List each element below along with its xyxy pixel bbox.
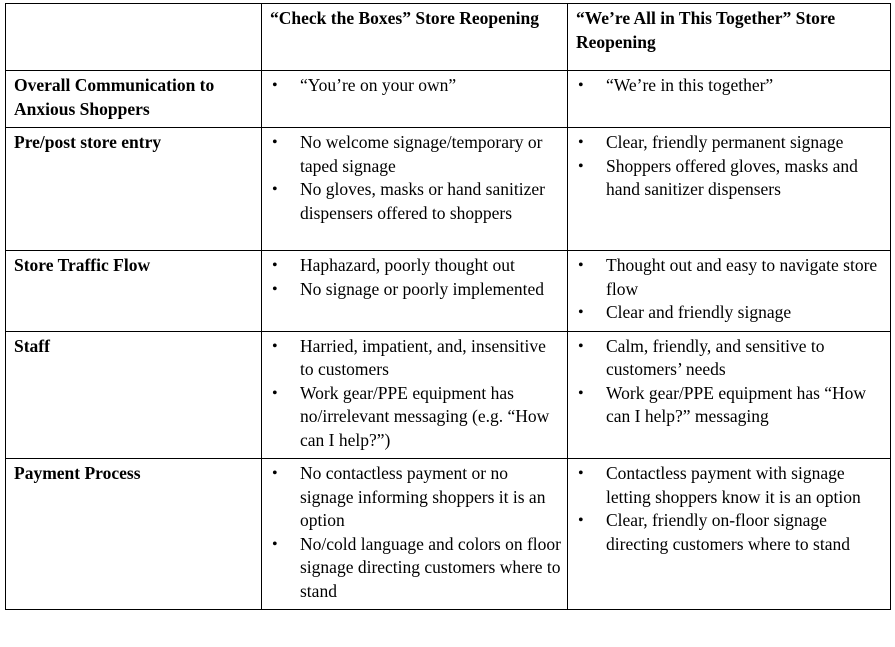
bullet-icon: • [578,512,584,529]
list-item-text: Clear, friendly permanent signage [606,132,844,152]
bullet-list [576,462,884,556]
header-empty-cell [6,4,262,71]
list-item-text: Work gear/PPE equipment has “How can I help?” messaging [606,382,867,426]
bullet-list [576,131,884,202]
list-item [576,509,884,556]
bullet-list [270,74,561,98]
header-row [6,4,891,71]
list-item [270,178,561,225]
together-cell [568,459,891,610]
bullet-icon: • [272,181,278,198]
list-item [576,462,884,509]
list-item-text: Clear, friendly on-floor signage directing customers where to stand [606,510,850,554]
together-cell [568,331,891,459]
list-item [270,254,561,278]
list-item [576,155,884,202]
list-item [270,382,561,453]
header-all-together: “We’re All in This Together” Store Reopening [568,4,891,71]
bullet-icon: • [272,465,278,482]
check-boxes-cell [262,71,568,128]
row-label: Payment Process [6,459,262,610]
list-item-text: Work gear/PPE equipment has no/irrelevant messaging (e.g. “How can I help?”) [300,382,550,450]
bullet-icon: • [578,384,584,402]
list-item-text: Calm, friendly, and sensitive to customers’ needs [606,335,825,379]
list-item-text: Thought out and easy to navigate store flow [606,255,878,299]
bullet-icon: • [578,257,584,274]
bullet-list [576,74,884,98]
row-label: Pre/post store entry [6,128,262,251]
together-cell [568,128,891,251]
check-boxes-cell [262,459,568,610]
list-item [270,278,561,302]
list-item-text: No/cold language and colors on floor signage directing customers where to stand [300,533,561,601]
list-item-text: Contactless payment with signage letting shoppers know it is an option [606,463,861,507]
table-row [6,251,891,332]
list-item [576,74,884,98]
bullet-icon: • [578,134,584,151]
together-cell [568,251,891,332]
bullet-icon: • [578,77,584,94]
check-boxes-cell [262,331,568,459]
row-label: Staff [6,331,262,459]
row-label: Overall Communication to Anxious Shoppers [6,71,262,128]
list-item [576,301,884,325]
table-row [6,331,891,459]
bullet-icon: • [578,465,584,482]
bullet-list [270,462,561,603]
list-item [270,533,561,604]
list-item [576,131,884,155]
list-item [576,382,884,429]
list-item [270,131,561,178]
check-boxes-cell [262,251,568,332]
row-label: Store Traffic Flow [6,251,262,332]
bullet-icon: • [272,337,278,355]
table-row [6,128,891,251]
bullet-icon: • [272,384,278,402]
list-item-text: “We’re in this together” [606,75,774,95]
table-row [6,71,891,128]
comparison-table [5,3,891,610]
list-item [270,462,561,533]
bullet-icon: • [272,280,278,298]
list-item [576,335,884,382]
list-item-text: Haphazard, poorly thought out [300,255,515,275]
list-item-text: “You’re on your own” [300,75,457,95]
bullet-list [576,254,884,325]
list-item [270,74,561,98]
bullet-icon: • [272,535,278,553]
list-item-text: No contactless payment or no signage informing shoppers it is an option [300,463,546,530]
bullet-list [270,131,561,225]
list-item-text: Clear and friendly signage [606,302,792,322]
bullet-list [270,335,561,453]
bullet-icon: • [272,134,278,151]
bullet-icon: • [272,77,278,94]
check-boxes-cell [262,128,568,251]
together-cell [568,71,891,128]
bullet-icon: • [272,257,278,274]
bullet-list [576,335,884,429]
table-row [6,459,891,610]
bullet-icon: • [578,337,584,355]
list-item-text: Harried, impatient, and, insensitive to customers [300,335,546,379]
list-item-text: No signage or poorly implemented [300,278,544,299]
list-item-text: No welcome signage/temporary or taped signage [300,132,543,176]
header-check-boxes: “Check the Boxes” Store Reopening [262,4,568,71]
list-item-text: No gloves, masks or hand sanitizer dispensers offered to shoppers [300,179,545,223]
list-item-text: Shoppers offered gloves, masks and hand sanitizer dispensers [606,155,858,199]
bullet-icon: • [578,304,584,321]
list-item [270,335,561,382]
bullet-list [270,254,561,301]
bullet-icon: • [578,157,584,175]
list-item [576,254,884,301]
